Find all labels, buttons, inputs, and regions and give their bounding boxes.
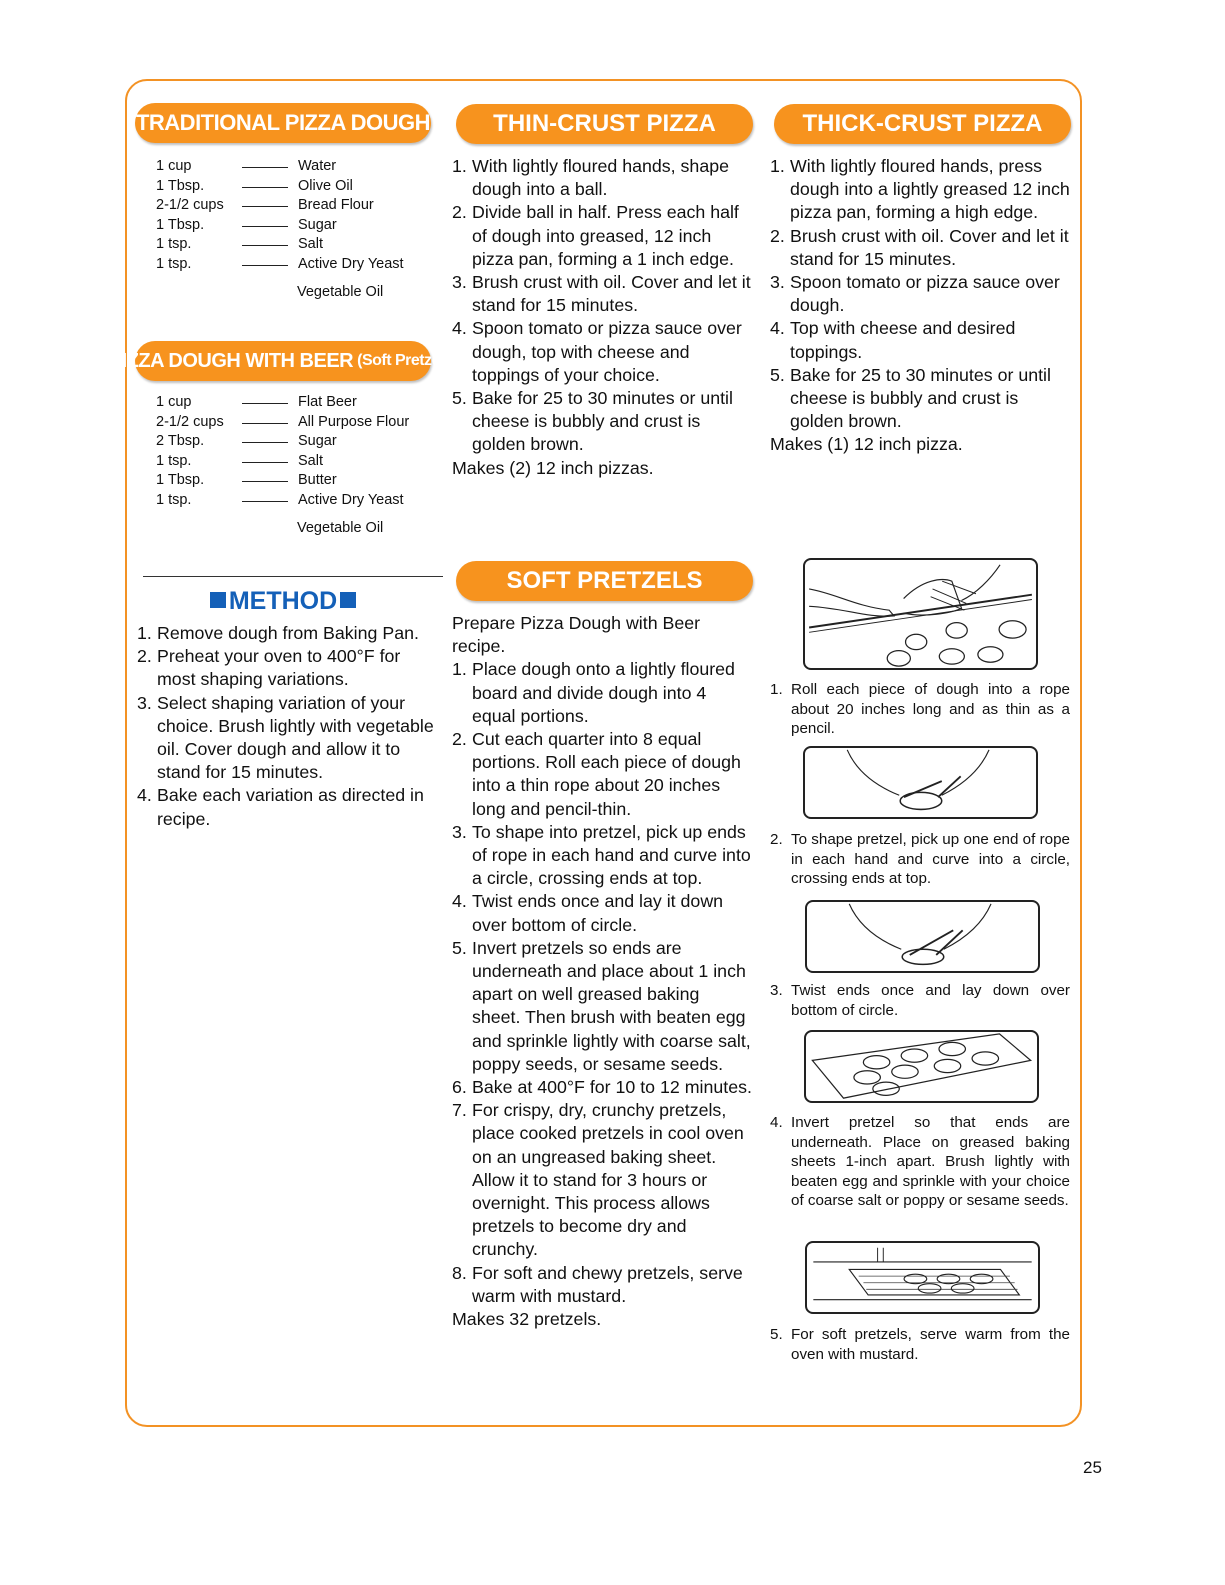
step-item bbox=[452, 728, 752, 821]
step-item bbox=[137, 784, 437, 830]
step-number: 4. bbox=[137, 785, 152, 806]
ingredient-row bbox=[156, 471, 409, 491]
step-number: 7. bbox=[452, 1100, 467, 1121]
ingredient-amount: 1 tsp. bbox=[156, 452, 192, 469]
step-text: Select shaping variation of your choice. Brush lightly with vegetable oil. Cover dough and allow it to stand for 15 minutes. bbox=[157, 692, 434, 783]
ingredient-row bbox=[156, 157, 404, 177]
step-item bbox=[452, 821, 752, 891]
step-number: 1. bbox=[452, 659, 467, 680]
ingredient-row bbox=[156, 432, 409, 452]
step-number: 3. bbox=[452, 821, 467, 842]
step-text: To shape into pretzel, pick up ends of rope in each hand and curve into a circle, crossing ends at top. bbox=[472, 821, 751, 889]
step-item bbox=[452, 658, 752, 728]
ingredient-amount: 1 Tbsp. bbox=[156, 177, 205, 194]
method-heading bbox=[143, 587, 423, 616]
pretzel-steps bbox=[452, 612, 752, 1331]
step-number: 4. bbox=[770, 318, 785, 339]
step-text: Brush crust with oil. Cover and let it stand for 15 minutes. bbox=[790, 225, 1069, 269]
ingredient-row bbox=[156, 216, 404, 236]
step-number: 5. bbox=[452, 937, 467, 958]
pretzel-yield: Makes 32 pretzels. bbox=[452, 1309, 602, 1330]
thin-crust-yield: Makes (2) 12 inch pizzas. bbox=[452, 457, 654, 478]
ingredient-row bbox=[156, 196, 404, 216]
shape-pretzel-illustration bbox=[803, 746, 1038, 819]
leader-line bbox=[242, 413, 288, 433]
method-steps bbox=[137, 622, 437, 831]
step-text: Invert pretzels so ends are underneath and place about 1 inch apart on well greased baking sheet. Then brush with beaten egg and sprinkle lightly with coarse salt, poppy seeds, or sesame seeds. bbox=[472, 937, 751, 1074]
ingredient-name: Butter bbox=[298, 472, 337, 489]
step-text: Cut each quarter into 8 equal portions. Roll each piece of dough into a thin rope about 20 inches long and pencil-thin. bbox=[472, 729, 741, 819]
leader-line bbox=[242, 157, 288, 177]
step-number: 2. bbox=[452, 729, 467, 750]
soft-pretzels-heading bbox=[456, 561, 753, 601]
thin-crust-title: THIN-CRUST PIZZA bbox=[493, 110, 716, 137]
step-text: Preheat your oven to 400°F for most shaping variations. bbox=[157, 646, 401, 690]
ingredient-name: Salt bbox=[298, 452, 323, 469]
ingredient-amount: 1 cup bbox=[156, 394, 192, 410]
ingredient-row bbox=[156, 491, 409, 511]
step-item bbox=[452, 937, 752, 1076]
step-item bbox=[452, 271, 752, 317]
step-text: Twist ends once and lay it down over bottom of circle. bbox=[472, 891, 724, 935]
thick-crust-yield: Makes (1) 12 inch pizza. bbox=[770, 434, 963, 455]
step-text: For crispy, dry, crunchy pretzels, place cooked pretzels in cool oven on an ungreased baking sheet. Allow it to stand for 3 hours or overnight. This process allows pretzels to become dry and crunchy. bbox=[472, 1100, 744, 1260]
baking-sheet-illustration bbox=[804, 1030, 1039, 1103]
step-text: Spoon tomato or pizza sauce over dough. bbox=[790, 272, 1060, 316]
leader-line bbox=[242, 471, 288, 491]
method-title: METHOD bbox=[228, 587, 338, 615]
square-bullet-icon bbox=[340, 592, 356, 608]
caption-text: Invert pretzel so that ends are underneath. Place on greased baking sheets 1-inch apart. Brush lightly with beaten egg and sprinkle with your choice of coarse salt or poppy or sesame seeds. bbox=[791, 1114, 1070, 1210]
caption-text: To shape pretzel, pick up one end of rope in each hand and curve into a circle, crossing ends at top. bbox=[791, 831, 1070, 888]
step-item bbox=[137, 692, 437, 785]
step-item bbox=[452, 155, 752, 201]
ingredient-name: Salt bbox=[298, 236, 323, 253]
traditional-dough-heading bbox=[135, 103, 431, 143]
step-text: Bake each variation as directed in recipe. bbox=[157, 785, 424, 829]
thin-crust-heading bbox=[456, 104, 753, 144]
step-number: 1. bbox=[770, 156, 785, 176]
ingredient-name: Water bbox=[298, 158, 337, 174]
step-number: 5. bbox=[770, 364, 785, 385]
step-text: Bake at 400°F for 10 to 12 minutes. bbox=[472, 1077, 752, 1098]
caption-1 bbox=[770, 680, 1070, 739]
ingredient-extra: Vegetable Oil bbox=[297, 283, 384, 300]
rolling-dough-illustration bbox=[803, 558, 1038, 670]
ingredient-amount: 1 Tbsp. bbox=[156, 472, 205, 489]
oven-illustration bbox=[805, 1241, 1040, 1314]
step-text: With lightly floured hands, shape dough into a ball. bbox=[472, 156, 729, 200]
ingredient-name: Olive Oil bbox=[298, 177, 353, 194]
step-item bbox=[770, 271, 1072, 317]
leader-line bbox=[242, 177, 288, 197]
step-item bbox=[452, 890, 752, 936]
leader-line bbox=[242, 196, 288, 216]
leader-line bbox=[242, 235, 288, 255]
leader-line bbox=[242, 393, 288, 413]
caption-number: 2. bbox=[770, 831, 783, 848]
traditional-ingredients bbox=[156, 157, 404, 302]
soft-pretzels-title: SOFT PRETZELS bbox=[506, 567, 703, 594]
step-item bbox=[452, 201, 752, 271]
ingredient-row bbox=[156, 393, 409, 413]
caption-text: Roll each piece of dough into a rope about 20 inches long and as thin as a pencil. bbox=[791, 681, 1070, 738]
step-text: Brush crust with oil. Cover and let it stand for 15 minutes. bbox=[472, 272, 751, 316]
ingredient-amount: 1 tsp. bbox=[156, 236, 192, 253]
ingredient-name: Sugar bbox=[298, 216, 337, 233]
caption-number: 4. bbox=[770, 1114, 783, 1131]
caption-number: 1. bbox=[770, 681, 783, 698]
step-number: 3. bbox=[137, 692, 152, 713]
method-divider bbox=[143, 576, 443, 577]
step-item bbox=[137, 645, 437, 691]
step-number: 1. bbox=[137, 623, 152, 643]
ingredient-name: Active Dry Yeast bbox=[298, 491, 404, 508]
twist-pretzel-drawing bbox=[807, 902, 1038, 971]
ingredient-amount: 1 cup bbox=[156, 158, 192, 174]
pretzel-intro: Prepare Pizza Dough with Beer recipe. bbox=[452, 613, 701, 657]
ingredient-row bbox=[156, 413, 409, 433]
step-item bbox=[770, 364, 1072, 434]
traditional-dough-title: TRADITIONAL PIZZA DOUGH bbox=[135, 110, 431, 135]
step-text: With lightly floured hands, press dough into a lightly greased 12 inch pizza pan, forming a high edge. bbox=[790, 156, 1070, 223]
step-item bbox=[452, 1262, 752, 1308]
ingredient-amount: 1 Tbsp. bbox=[156, 216, 205, 233]
ingredient-amount: 1 tsp. bbox=[156, 255, 192, 272]
leader-line bbox=[242, 491, 288, 511]
step-text: Remove dough from Baking Pan. bbox=[157, 623, 419, 643]
ingredient-amount: 1 tsp. bbox=[156, 491, 192, 508]
shape-pretzel-drawing bbox=[805, 748, 1036, 817]
leader-line bbox=[242, 255, 288, 275]
caption-2 bbox=[770, 830, 1070, 889]
caption-text: For soft pretzels, serve warm from the oven with mustard. bbox=[791, 1326, 1070, 1363]
step-number: 1. bbox=[452, 156, 467, 176]
step-number: 2. bbox=[770, 225, 785, 246]
ingredient-extra: Vegetable Oil bbox=[297, 519, 384, 536]
beer-dough-heading bbox=[108, 341, 458, 381]
leader-line bbox=[242, 452, 288, 472]
ingredient-row bbox=[156, 452, 409, 472]
step-number: 4. bbox=[452, 318, 467, 339]
step-number: 3. bbox=[770, 272, 785, 293]
thick-crust-title: THICK-CRUST PIZZA bbox=[802, 110, 1043, 137]
step-item bbox=[452, 387, 752, 457]
ingredient-name: All Purpose Flour bbox=[298, 413, 410, 430]
ingredient-name: Sugar bbox=[298, 433, 337, 450]
square-bullet-icon bbox=[210, 592, 226, 608]
step-text: Top with cheese and desired toppings. bbox=[790, 318, 1016, 362]
thick-crust-steps bbox=[770, 155, 1072, 457]
beer-dough-title: PIZZA DOUGH WITH BEER bbox=[108, 349, 354, 372]
oven-drawing bbox=[807, 1243, 1038, 1312]
page-number: 25 bbox=[1083, 1458, 1102, 1477]
ingredient-name: Bread Flour bbox=[298, 197, 374, 214]
step-number: 5. bbox=[452, 388, 467, 409]
caption-text: Twist ends once and lay down over bottom of circle. bbox=[791, 982, 1070, 1019]
rolling-dough-drawing bbox=[805, 560, 1036, 668]
caption-number: 5. bbox=[770, 1326, 783, 1343]
step-number: 8. bbox=[452, 1262, 467, 1283]
thin-crust-steps bbox=[452, 155, 752, 480]
baking-sheet-drawing bbox=[806, 1032, 1037, 1101]
step-item bbox=[452, 317, 752, 387]
ingredient-row bbox=[156, 235, 404, 255]
step-item bbox=[452, 1099, 752, 1261]
step-number: 2. bbox=[452, 202, 467, 223]
ingredient-row bbox=[156, 255, 404, 275]
ingredient-row bbox=[156, 177, 404, 197]
thick-crust-heading bbox=[774, 104, 1071, 144]
leader-line bbox=[242, 432, 288, 452]
step-item bbox=[770, 317, 1072, 363]
step-number: 3. bbox=[452, 272, 467, 293]
ingredient-amount: 2-1/2 cups bbox=[156, 197, 224, 214]
step-number: 2. bbox=[137, 646, 152, 667]
step-item bbox=[770, 225, 1072, 271]
twist-pretzel-illustration bbox=[805, 900, 1040, 973]
caption-5 bbox=[770, 1325, 1070, 1364]
ingredient-name: Flat Beer bbox=[298, 394, 357, 410]
step-text: Spoon tomato or pizza sauce over dough, top with cheese and toppings of your choice. bbox=[472, 318, 742, 385]
step-item bbox=[137, 622, 437, 645]
leader-line bbox=[242, 216, 288, 236]
ingredient-name: Active Dry Yeast bbox=[298, 255, 404, 272]
step-text: Divide ball in half. Press each half of dough into greased, 12 inch pizza pan, forming a 1 inch edge. bbox=[472, 202, 739, 269]
step-number: 4. bbox=[452, 891, 467, 912]
ingredient-amount: 2-1/2 cups bbox=[156, 413, 224, 430]
step-item bbox=[770, 155, 1072, 225]
step-item bbox=[452, 1076, 752, 1099]
step-number: 6. bbox=[452, 1077, 467, 1098]
caption-4 bbox=[770, 1113, 1070, 1211]
beer-ingredients bbox=[156, 393, 409, 538]
step-text: Place dough onto a lightly floured board and divide dough into 4 equal portions. bbox=[472, 659, 735, 726]
step-text: For soft and chewy pretzels, serve warm with mustard. bbox=[472, 1262, 743, 1306]
step-text: Bake for 25 to 30 minutes or until cheese is bubbly and crust is golden brown. bbox=[472, 388, 733, 455]
caption-3 bbox=[770, 981, 1070, 1020]
ingredient-amount: 2 Tbsp. bbox=[156, 433, 205, 450]
caption-number: 3. bbox=[770, 982, 783, 999]
beer-dough-subtitle: (Soft Pretzels) bbox=[357, 352, 458, 369]
step-text: Bake for 25 to 30 minutes or until cheese is bubbly and crust is golden brown. bbox=[790, 364, 1051, 432]
